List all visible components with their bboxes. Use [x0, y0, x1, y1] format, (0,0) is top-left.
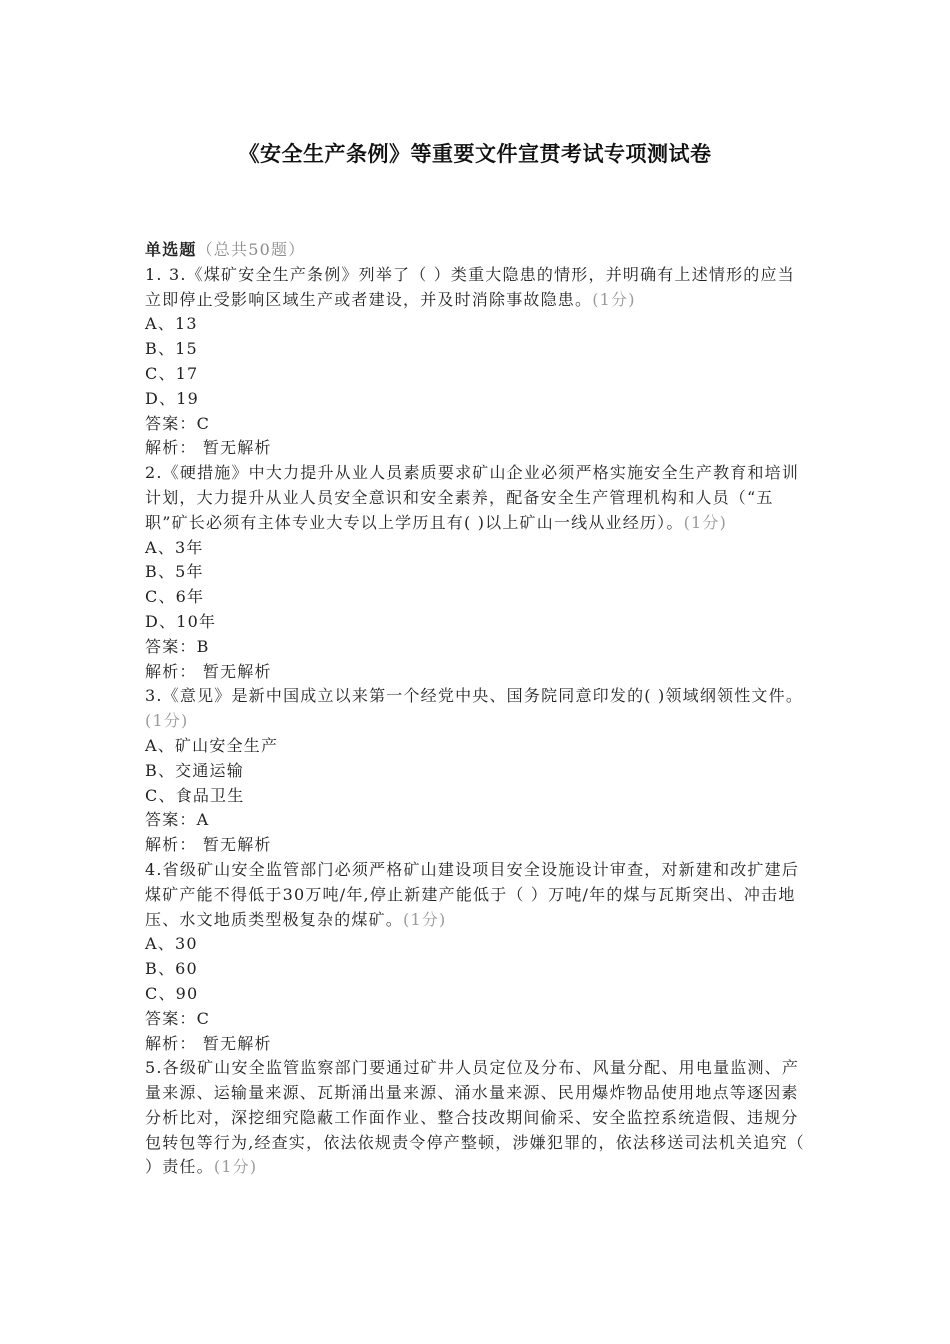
question-answer: 答案：A	[145, 810, 210, 830]
question-option: C、6年	[145, 587, 205, 607]
question-option: B、交通运输	[145, 760, 244, 780]
question-score: (1分)	[403, 909, 447, 929]
document-body	[145, 238, 810, 1180]
question-option: A、3年	[145, 537, 204, 557]
question-option: B、15	[145, 339, 198, 359]
question-score: (1分)	[145, 711, 189, 731]
document-title: 《安全生产条例》等重要文件宣贯考试专项测试卷	[238, 141, 712, 166]
question-stem	[145, 858, 810, 932]
question-option: A、30	[145, 934, 198, 954]
question-analysis: 解析： 暂无解析	[145, 835, 272, 855]
question-block	[145, 684, 810, 858]
question-score: (1分)	[592, 289, 636, 309]
question-analysis: 解析： 暂无解析	[145, 1033, 272, 1053]
question-option: D、19	[145, 388, 199, 408]
question-stem-text: 1. 3.《煤矿安全生产条例》列举了（ ）类重大隐患的情形，并明确有上述情形的应当立即停止受影响区域生产或者建设，并及时消除事故隐患。	[145, 264, 795, 309]
question-stem-text: 3.《意见》是新中国成立以来第一个经党中央、国务院同意印发的( )领域纲领性文件。	[145, 686, 804, 706]
section-heading-label: 单选题	[145, 240, 197, 259]
question-option: D、10年	[145, 611, 217, 631]
question-block	[145, 461, 810, 684]
question-stem	[145, 1056, 810, 1180]
question-option: C、食品卫生	[145, 785, 245, 805]
question-answer: 答案：C	[145, 413, 211, 433]
question-option: A、矿山安全生产	[145, 735, 279, 755]
question-stem	[145, 263, 810, 313]
question-answer: 答案：C	[145, 1008, 211, 1028]
section-question-count: （总共50题）	[196, 240, 306, 259]
question-stem	[145, 684, 810, 734]
question-score: (1分)	[683, 512, 728, 532]
question-block	[145, 263, 810, 461]
question-option: B、60	[145, 959, 198, 979]
question-answer: 答案：B	[145, 636, 210, 656]
question-analysis: 解析： 暂无解析	[145, 438, 272, 458]
question-stem-text: 4.省级矿山安全监管部门必须严格矿山建设项目安全设施设计审查，对新建和改扩建后煤矿产能不得低于30万吨/年,停止新建产能低于（ ）万吨/年的煤与瓦斯突出、冲击地压、水文地质类型极复杂的煤矿。	[145, 859, 800, 929]
question-stem-text: 5.各级矿山安全监管监察部门要通过矿井人员定位及分布、风量分配、用电量监测、产量来源、运输量来源、瓦斯涌出量来源、涌水量来源、民用爆炸物品使用地点等逐因素分析比对，深挖细究隐蔽工作面作业、整合技改期间偷采、安全监控系统造假、违规分包转包等行为,经查实，依法依规责令停产整顿，涉嫌犯罪的，依法移送司法机关追究（ ）责任。	[145, 1058, 805, 1177]
section-heading	[145, 238, 810, 263]
question-analysis: 解析： 暂无解析	[145, 661, 272, 681]
question-option: C、17	[145, 363, 199, 383]
question-option: B、5年	[145, 562, 204, 582]
question-option: C、90	[145, 983, 199, 1003]
question-block	[145, 858, 810, 1056]
question-score: (1分)	[213, 1157, 258, 1177]
question-block	[145, 1056, 810, 1180]
question-option: A、13	[145, 314, 198, 334]
question-stem-text: 2.《硬措施》中大力提升从业人员素质要求矿山企业必须严格实施安全生产教育和培训计划，大力提升从业人员安全意识和安全素养，配备安全生产管理机构和人员（“五职”矿长必须有主体专业大专以上学历且有( )以上矿山一线从业经历）。	[145, 463, 800, 532]
question-stem	[145, 461, 810, 535]
